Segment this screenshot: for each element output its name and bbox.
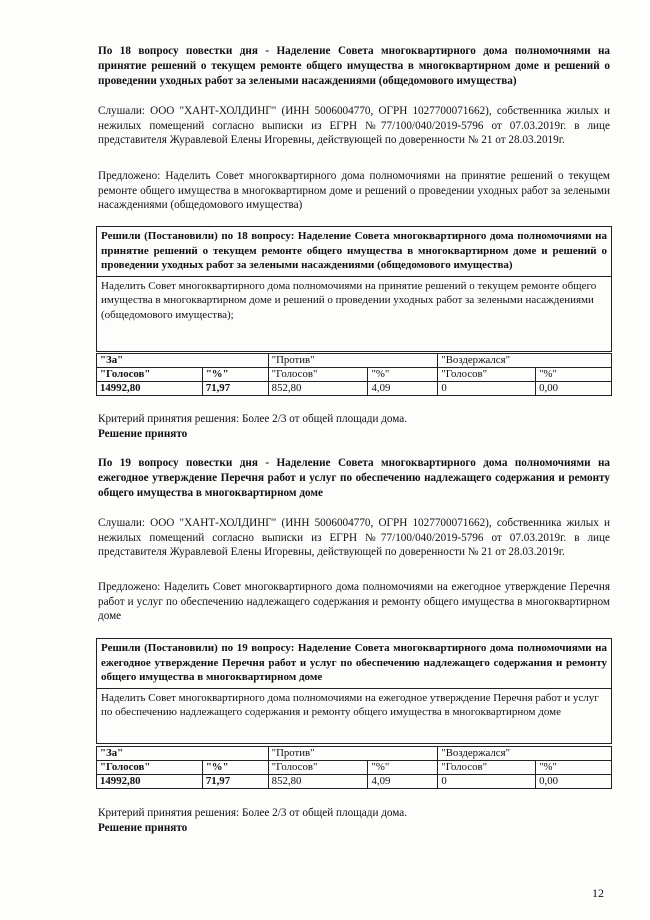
q19-heard-block: [98, 516, 610, 560]
q18-heard-text: Слушали: ООО "ХАНТ-ХОЛДИНГ" (ИНН 5006004770, ОГРН 1027700071662), собственника жилых и нежилых помещений согласно выписки из ЕГРН №77/100/040/2019-5796 от 07.03.2019г. в лице представителя Журавлевой Елены Игоревны, действующей по доверенности № 21 от 28.03.2019г.: [98, 105, 610, 146]
q18-for-header: "За": [97, 354, 269, 368]
q19-abstain-votes: 0: [438, 775, 536, 789]
q19-against-pct: 4,09: [368, 775, 438, 789]
q18-abstain-header: "Воздержался": [438, 354, 612, 368]
q18-heading-block: [98, 44, 610, 89]
table-row: [97, 775, 612, 789]
table-row: [97, 354, 612, 368]
q18-proposed-block: [98, 169, 610, 213]
q18-abstain-pct-col: "%": [536, 368, 612, 382]
page-number: 12: [592, 886, 604, 900]
table-row: [97, 761, 612, 775]
q19-criterion-block: [98, 806, 610, 835]
q19-decision-text: Наделить Совет многоквартирного дома полномочиями на ежегодное утверждение Перечня работ и услуг по обеспечению надлежащего содержания и ремонту общего имущества в многоквартирном доме: [101, 691, 599, 718]
q19-decision-box: [96, 638, 612, 744]
q18-heard-block: [98, 104, 610, 148]
q19-for-votes-col: "Голосов": [97, 761, 203, 775]
q18-decision-box: [96, 226, 612, 352]
q19-proposed-block: [98, 580, 610, 624]
q18-decision-title: Решили (Постановили) по 18 вопросу: Наделение Совета многоквартирного дома полномочиями на принятие решений о текущем ремонте общего имущества в многоквартирном доме и решений о проведении уходных работ за зелеными насаждениями (общедомового имущества): [97, 227, 611, 277]
table-row: [97, 747, 612, 761]
q18-result: Решение принято: [98, 427, 188, 440]
q19-heard-text: Слушали: ООО "ХАНТ-ХОЛДИНГ" (ИНН 5006004770, ОГРН 1027700071662), собственника жилых и нежилых помещений согласно выписки из ЕГРН №77/100/040/2019-5796 от 07.03.2019г. в лице представителя Журавлевой Елены Игоревны, действующей по доверенности № 21 от 28.03.2019г.: [98, 517, 610, 558]
q19-decision-title: Решили (Постановили) по 19 вопросу: Наделение Совета многоквартирного дома полномочиями на ежегодное утверждение Перечня работ и услуг по обеспечению надлежащего содержания и ремонту общего имущества в многоквартирном доме: [97, 639, 611, 689]
q18-abstain-pct: 0,00: [536, 382, 612, 396]
q19-heading-block: [98, 456, 610, 501]
q19-abstain-pct: 0,00: [536, 775, 612, 789]
q18-criterion-block: [98, 412, 610, 441]
q18-abstain-votes-col: "Голосов": [438, 368, 536, 382]
q19-criterion: Критерий принятия решения: Более 2/3 от общей площади дома.: [98, 807, 408, 819]
q19-for-header: "За": [97, 747, 269, 761]
q18-proposed-text: Предложено: Наделить Совет многоквартирного дома полномочиями на принятие решений о текущем ремонте общего имущества в многоквартирном доме и решений о проведении уходных работ за зелеными насаждениями (общедомового имущества): [98, 170, 610, 211]
q19-against-votes-col: "Голосов": [268, 761, 368, 775]
table-row: [97, 382, 612, 396]
q18-against-pct: 4,09: [368, 382, 438, 396]
q19-against-pct-col: "%": [368, 761, 438, 775]
q18-for-pct: 71,97: [202, 382, 268, 396]
q18-for-pct-col: "%": [202, 368, 268, 382]
q18-for-votes: 14992,80: [97, 382, 203, 396]
q18-votes-table: [96, 353, 612, 396]
q18-against-votes: 852,80: [268, 382, 368, 396]
q18-against-pct-col: "%": [368, 368, 438, 382]
q19-votes-table: [96, 746, 612, 789]
q19-abstain-header: "Воздержался": [438, 747, 612, 761]
q18-against-header: "Против": [268, 354, 438, 368]
q19-for-pct: 71,97: [202, 775, 268, 789]
q18-heading: По 18 вопросу повестки дня - Наделение Совета многоквартирного дома полномочиями на принятие решений о текущем ремонте общего имущества в многоквартирном доме и решений о проведении уходных работ за зелеными насаждениями (общедомового имущества): [98, 45, 610, 87]
q19-against-votes: 852,80: [268, 775, 368, 789]
q19-against-header: "Против": [268, 747, 438, 761]
q19-for-votes: 14992,80: [97, 775, 203, 789]
q18-decision-text: Наделить Совет многоквартирного дома полномочиями на принятие решений о текущем ремонте общего имущества в многоквартирном доме и решений о проведении уходных работ за зелеными насаждениями (общедомового имущества);: [101, 279, 597, 321]
q18-criterion: Критерий принятия решения: Более 2/3 от общей площади дома.: [98, 413, 408, 425]
q19-for-pct-col: "%": [202, 761, 268, 775]
q18-for-votes-col: "Голосов": [97, 368, 203, 382]
q19-proposed-text: Предложено: Наделить Совет многоквартирного дома полномочиями на ежегодное утверждение Перечня работ и услуг по обеспечению надлежащего содержания и ремонту общего имущества в многоквартирном доме: [98, 581, 610, 622]
q18-against-votes-col: "Голосов": [268, 368, 368, 382]
q19-abstain-votes-col: "Голосов": [438, 761, 536, 775]
q19-abstain-pct-col: "%": [536, 761, 612, 775]
q19-result: Решение принято: [98, 821, 188, 834]
table-row: [97, 368, 612, 382]
q19-heading: По 19 вопросу повестки дня - Наделение Совета многоквартирного дома полномочиями на ежегодное утверждение Перечня работ и услуг по обеспечению надлежащего содержания и ремонту общего имущества в многоквартирном доме: [98, 457, 610, 499]
q18-abstain-votes: 0: [438, 382, 536, 396]
